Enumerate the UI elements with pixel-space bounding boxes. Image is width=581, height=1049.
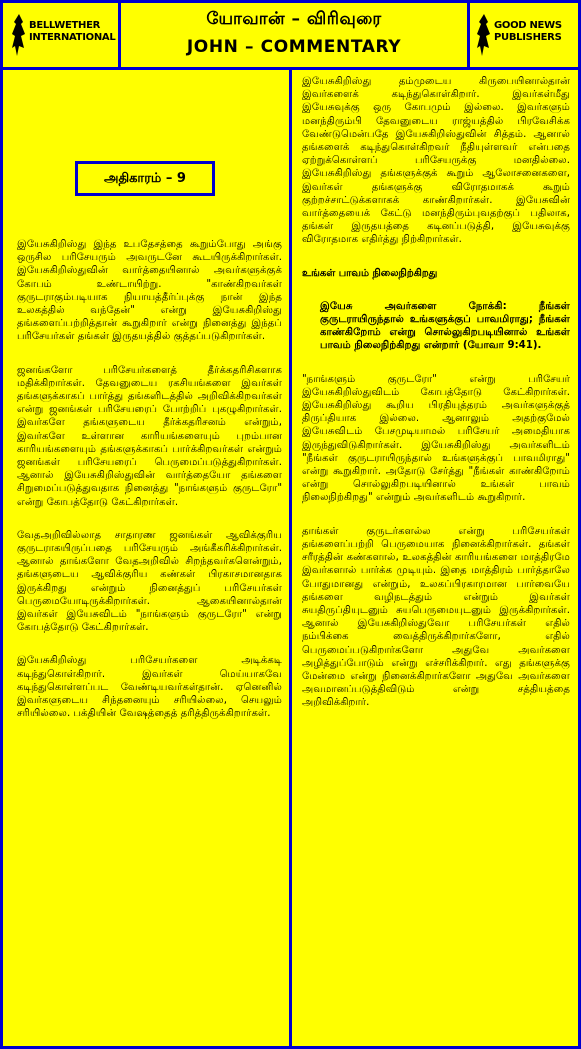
right-column-text [302, 75, 570, 710]
right-column [292, 70, 578, 1046]
good-news-logo-icon [474, 12, 494, 58]
right-logo-line-1: GOOD NEWS [494, 20, 562, 31]
section-heading: உங்கள் பாவம் நிலைநிற்கிறது [302, 267, 438, 279]
scripture-quote: இயேசு அவர்களை நோக்கி: நீங்கள் குருடராயிருந்தால் உங்களுக்குப் பாவமிராது; நீங்கள் காண்கிறோம் என்று சொல்லுகிறபடியினால் உங்கள் பாவம் நிலைநிற்கிறது என்றார் (யோவா 9:41). [320, 300, 570, 352]
paragraph: இயேசுகிறிஸ்து பரிசேயர்களை அடிக்கடி கடிந்துகொள்கிறார். இவர்கள் மெய்யாகவே கடிந்துகொள்ளப்பட வேண்டியவர்கள்தான். ஏனெனில் இவர்களுடைய சிந்தனையும் சரியில்லை, செயலும் சரியில்லை. பக்தியின் வேஷத்தைத் தரித்திருக்கிறார்கள். [17, 655, 282, 720]
left-logo-text [29, 20, 115, 44]
left-logo-line-2: INTERNATIONAL [29, 32, 116, 43]
bellwether-logo-icon [9, 12, 29, 58]
paragraph: தாங்கள் குருடர்களல்ல என்று பரிசேயர்கள் தங்களைப்பற்றி பெருமையாக நினைக்கிறார்கள். தங்கள் சரீரத்தின் கண்களால், உலகத்தின் காரியங்களை மாத்திரமே இவர்களால் பார்க்க முடியும். இதை மாத்திரம் பார்த்தாலே போதுமானது என்றும், உலகப்பிரகாரமான பார்வையே தங்களை வழிநடத்தும் என்றும் இவர்கள் சுயதிருப்தியுடனும் சுயபெருமையுடனும் இருக்கிறார்கள். ஆனால் இயேசுகிறிஸ்துவோ பரிசேயர்கள் எதில் நம்பிக்கை வைத்திருக்கிறார்களோ, எதில் பெருமைப்படுகிறார்களோ அதுவே அவர்களை அழித்துப்போடும் என்று எச்சரிக்கிறார். எது தங்களுக்கு மேன்மை என்று நினைக்கிறார்களோ அதுவே அவர்களை அவமானப்படுத்திவிடும் என்று சத்தியத்தை அறிவிக்கிறார். [302, 525, 570, 709]
title-english: JOHN – COMMENTARY [186, 37, 402, 57]
paragraph: ஜனங்களோ பரிசேயர்களைத் தீர்க்கதரிசிகளாக மதிக்கிறார்கள். தேவனுடைய ரகசியங்களை இவர்கள் தங்களுக்காகப் பார்த்து தங்களிடத்தில் அறிவிக்கிறவர்கள் என்று ஜனங்கள் பரிசேயரைப் போற்றிப் புகழுகிறார்கள். இவர்களே தங்களுடைய தீர்க்கதரிசனம் என்றும், இவர்களே உள்ளான காரியங்களையும் புறம்பான காரியங்களையும் தங்களுக்காகப் பார்க்கிறவர்கள் என்றும் ஜனங்கள் பரிசேயரைப் பெருமைப்படுத்துகிறார்கள். ஆனால் இயேசுகிறிஸ்துவின் வார்த்தையோ தங்களை சிறுமைப்படுத்துவதாக நினைத்து "நாங்களும் குருடரோ" என்று கோபத்தோடு கேட்கிறார்கள். [17, 364, 282, 508]
chapter-label: அதிகாரம் – 9 [75, 161, 215, 196]
paragraph: "நாங்களும் குருடரோ" என்று பரிசேயர் இயேசுகிறிஸ்துவிடம் கோபத்தோடு கேட்கிறார்கள். இயேசுகிறிஸ்து கூறிய பிரதியுத்தரம் அவர்களுக்குத் திருப்தியாக இல்லை. ஆனாலும் அதற்குமேல் இயேசுவிடம் பேசமுடியாமல் பரிசேயர் அமைதியாக இருந்துவிடுகிறார்கள். இயேசுகிறிஸ்து அவர்களிடம் "நீங்கள் குருடராயிருந்தால் உங்களுக்குப் பாவமிராது" என்று கூறுகிறார். அதோடு சேர்த்து "நீங்கள் காண்கிறோம் என்று சொல்லுகிறபடியினால் உங்கள் பாவம் நிலைநிற்கிறது" என்றும் அவர்களிடம் கூறுகிறார். [302, 373, 570, 504]
left-column [3, 70, 292, 1046]
left-logo [3, 3, 121, 67]
paragraph: இயேசுகிறிஸ்து தம்முடைய கிருபையினால்தான் இவர்களைக் கடிந்துகொள்கிறார். இவர்கள்மீது இயேசுவுக்கு ஒரு கோபமும் இல்லை. இவர்களும் மனந்திரும்பி தேவனுடைய ராஜ்யத்தில் பிரவேசிக்க வேண்டுமென்பதே இயேசுகிறிஸ்துவின் சித்தம். ஆனால் தங்களைக் கடிந்துகொள்கிறவர் நீதியுள்ளவர் என்பதை ஏற்றுக்கொள்ளப் பரிசேயருக்கு மனதில்லை. இயேசுகிறிஸ்து தங்களுக்குக் கூறும் ஆலோசனைகளை, இவர்கள் தங்களுக்கு விரோதமாகக் கூறும் குற்றச்சாட்டுக்களாகக் காண்கிறார்கள். இயேசுவின் வார்த்தையைக் கேட்டு மனந்திரும்புவதற்குப் பதிலாக, தங்கள் இருதயத்தை கடினப்படுத்தி, இயேசுவுக்கு விரோதமாக எதிர்த்து நிற்கிறார்கள். [302, 76, 570, 246]
paragraph: வேதஅறிவில்லாத சாதாரண ஜனங்கள் ஆவிக்குரிய குருடராகயிருப்பதை பரிசேயரும் அங்கீகரிக்கிறார்கள். ஆனால் தாங்களோ வேதஅறிவில் சிறந்தவர்களென்றும், தங்களுடைய ஆவிக்குரிய கண்கள் பிரகாசமானதாக இருக்கிறது என்றும் நினைத்துப் பரிசேயர்கள் பெருமையோடிருக்கிறார்கள். ஆகையினால்தான் இவர்கள் இயேசுவிடம் "நாங்களும் குருடரோ" என்று கோபத்தோடு கேட்கிறார்கள். [17, 529, 282, 634]
header-title [121, 3, 467, 67]
left-column-text [17, 238, 282, 721]
header [3, 3, 578, 70]
right-logo-line-2: PUBLISHERS [494, 32, 562, 43]
title-tamil: யோவான் – விரிவுரை [206, 9, 382, 29]
paragraph: இயேசுகிறிஸ்து இந்த உபதேசத்தை கூறும்போது அங்கு ஒருசில பரிசேயரும் அவருடனே கூடயிருக்கிறார்கள். இயேசுகிறிஸ்துவின் வார்த்தையினால் அவர்களுக்குக் கோபம் உண்டாயிற்று. "காண்கிறவர்கள் குருடராகும்படியாக நியாயத்தீர்ப்புக்கு நான் இந்த உலகத்தில் வந்தேன்" என்று இயேசுகிறிஸ்து தங்களைப்பற்றித்தான் கூறுகிறார் என்று நினைத்து இந்தப் பரிசேயர்கள் தங்கள் இருதயத்தில் குத்தப்படுகிறார்கள். [17, 239, 282, 343]
right-logo [467, 3, 578, 67]
left-logo-line-1: BELLWETHER [29, 20, 101, 31]
right-logo-text [494, 20, 562, 44]
